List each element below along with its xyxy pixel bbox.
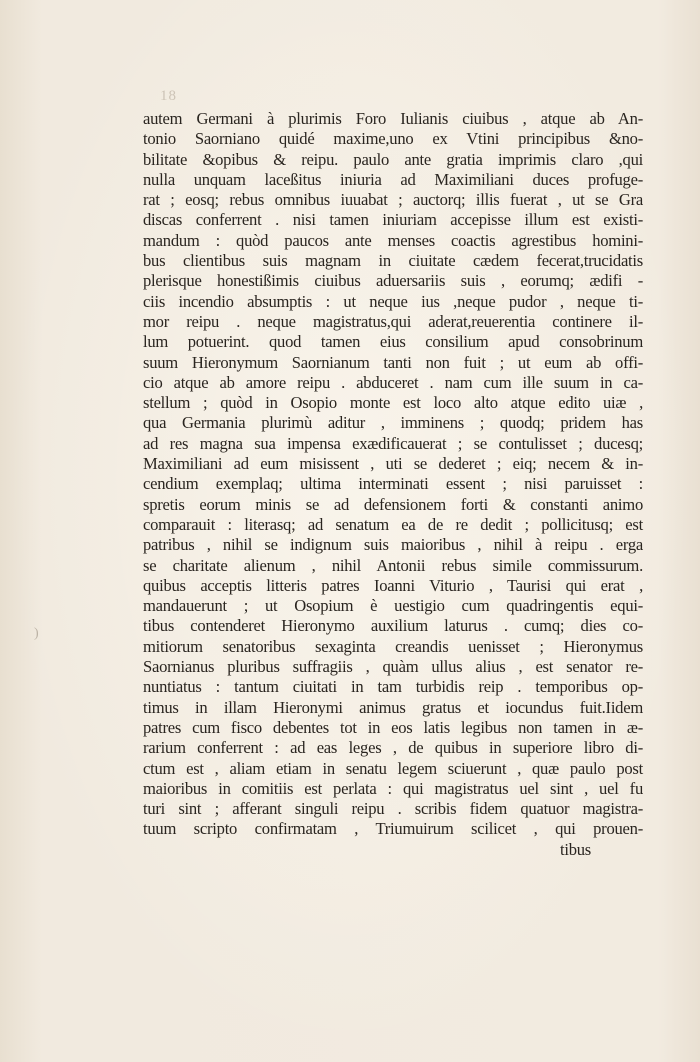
- text-line: Maximiliani ad eum misissent , uti se dederet ; eiq; necem & in-: [143, 454, 643, 474]
- text-line: comparauit : literasq; ad senatum ea de re dedit ; pollicitusq; est: [143, 514, 643, 534]
- text-line: bus clientibus suis magnam in ciuitate cædem fecerat,trucidatis: [143, 251, 643, 271]
- text-line: lum potuerint. quod tamen eius consilium apud consobrinum: [143, 332, 643, 352]
- text-line: rarium conferrent : ad eas leges , de quibus in superiore libro di-: [143, 738, 643, 758]
- text-line: se charitate alienum , nihil Antonii rebus simile commissurum.: [143, 555, 643, 575]
- text-line: stellum ; quòd in Osopio monte est loco alto atque edito uiæ ,: [143, 393, 643, 413]
- text-line: discas conferrent . nisi tamen iniuriam accepisse illum est existi-: [143, 210, 643, 230]
- text-line: cio atque ab amore reipu . abduceret . nam cum ille suum in ca-: [143, 372, 643, 392]
- text-line: nulla unquam laceßitus iniuria ad Maximiliani duces profuge-: [143, 169, 643, 189]
- text-line: qua Germania plurimù aditur , imminens ; quodq; pridem has: [143, 413, 643, 433]
- text-line: suum Hieronymum Saornianum tanti non fuit ; ut eum ab offi-: [143, 352, 643, 372]
- text-line: rat ; eosq; rebus omnibus iuuabat ; auctorq; illis fuerat , ut se Gra: [143, 190, 643, 210]
- text-line: patribus , nihil se indignum suis maioribus , nihil à reipu . erga: [143, 535, 643, 555]
- text-line: tibus contenderet Hieronymo auxilium laturus . cumq; dies co-: [143, 616, 643, 636]
- text-line: tibus: [559, 839, 591, 859]
- text-line: ctum est , aliam etiam in senatu legem sciuerunt , quæ paulo post: [143, 758, 643, 778]
- text-line: ad res magna sua impensa exædificauerat ; se contulisset ; ducesq;: [143, 433, 643, 453]
- text-line: bilitate &opibus & reipu. paulo ante gratia imprimis claro ,qui: [143, 149, 643, 169]
- text-line: quibus acceptis litteris patres Ioanni Viturio , Taurisi qui erat ,: [143, 575, 643, 595]
- text-line: mor reipu . neque magistratus,qui aderat,reuerentia continere il-: [143, 311, 643, 331]
- text-line: Saornianus pluribus suffragiis , quàm ullus alius , est senator re-: [143, 657, 643, 677]
- text-line: patres cum fisco debentes tot in eos latis legibus non tamen in æ-: [143, 717, 643, 737]
- text-line: tonio Saorniano quidé maxime,uno ex Vtini principibus &no-: [143, 129, 643, 149]
- text-line: tuum scripto confirmatam , Triumuirum scilicet , qui prouen-: [143, 819, 643, 839]
- text-line: ciis incendio absumptis : ut neque ius ,neque pudor , neque ti-: [143, 291, 643, 311]
- text-line: mandauerunt ; ut Osopium è uestigio cum quadringentis equi-: [143, 596, 643, 616]
- page-number: 18: [160, 88, 177, 104]
- text-line: timus in illam Hieronymi animus gratus et iocundus fuit.Iidem: [143, 697, 643, 717]
- text-line: cendium exemplaq; ultima interminati essent ; nisi paruisset :: [143, 474, 643, 494]
- text-line: nuntiatus : tantum ciuitati in tam turbidis reip . temporibus op-: [143, 677, 643, 697]
- text-line: plerisque honestißimis ciuibus aduersariis suis , eorumq; ædifi -: [143, 271, 643, 291]
- text-line: turi sint ; afferant singuli reipu . scribis fidem quatuor magistra-: [143, 799, 643, 819]
- body-text: [143, 109, 643, 860]
- text-line: maioribus in comitiis est perlata : qui magistratus uel sint , uel fu: [143, 778, 643, 798]
- margin-mark: ): [34, 626, 39, 641]
- text-line: mitiorum senatoribus sexaginta creandis uenisset ; Hieronymus: [143, 636, 643, 656]
- text-line: mandum : quòd paucos ante menses coactis agrestibus homini-: [143, 230, 643, 250]
- text-line: spretis eorum minis se ad defensionem forti & constanti animo: [143, 494, 643, 514]
- text-line: autem Germani à plurimis Foro Iulianis ciuibus , atque ab An-: [143, 109, 643, 128]
